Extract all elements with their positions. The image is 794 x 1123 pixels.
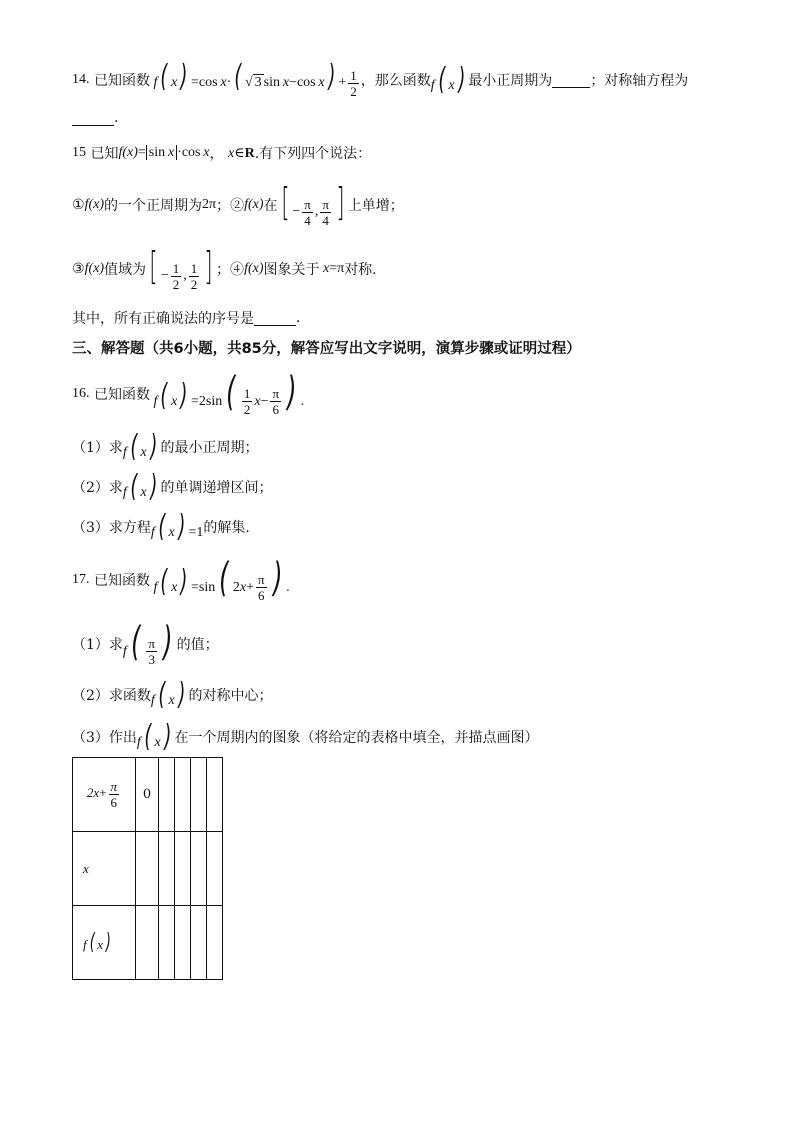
q15-s3b: 值域为 xyxy=(104,262,146,278)
q15-s1c: ；② xyxy=(216,198,245,214)
q15-s3d: 图象关于 xyxy=(263,262,320,278)
q17-p3-text: 在一个周期内的图象（将给定的表格中填全，并描点画图） xyxy=(174,730,539,746)
q14-tail: . xyxy=(114,110,119,126)
q15-statement-1-2 xyxy=(72,182,404,228)
q15-number: 15 xyxy=(72,145,86,160)
table-cell[interactable] xyxy=(191,906,207,980)
table-row-label-fx: f ( x ) xyxy=(73,906,136,980)
q15-s1a: ① xyxy=(72,197,85,213)
q17-p2-fx: f ( x ) xyxy=(150,677,186,712)
table-cell[interactable] xyxy=(136,906,159,980)
q14-blank-axis[interactable] xyxy=(72,111,114,126)
q15-ask-text: 其中，所有正确说法的序号是 xyxy=(72,311,254,327)
table-cell[interactable] xyxy=(175,832,191,906)
q17-p2-text: 的对称中心； xyxy=(188,688,273,704)
q15-s2-interval: [ − $\frac{\pi}{4}$ , $\frac{\pi}{4}$ ] xyxy=(280,180,345,228)
q16-p3-text: 的解集. xyxy=(203,520,250,536)
q16-p1-fx: f ( x ) xyxy=(122,429,158,464)
q15-s2-fx: f(x) xyxy=(244,197,264,212)
q16-text1: 已知函数 xyxy=(93,387,150,403)
table-row xyxy=(73,832,223,906)
q14-text4: ；对称轴方程为 xyxy=(590,73,689,89)
q15-text3: .有下列四个说法： xyxy=(254,146,372,162)
q16-p2-fx: f ( x ) xyxy=(122,469,158,504)
q16-p3-eq: f ( x ) =1 xyxy=(150,509,204,544)
q15-s3-fx: f(x) xyxy=(84,261,104,276)
q15-formula: f(x)= sin x ·cos x xyxy=(118,145,210,160)
q15-s1-period: 2π xyxy=(202,197,217,212)
q17-p3-label: （3）作出 xyxy=(72,730,137,746)
q17-part3 xyxy=(72,719,539,754)
q16-line1 xyxy=(72,368,305,418)
q14-fx: f ( x ) xyxy=(430,62,465,97)
q14-formula: f ( x ) =cos x· ( √ 3 sin x−cos x ) + $\frac{1}{2}$ xyxy=(149,59,357,99)
table-cell[interactable] xyxy=(207,906,223,980)
q16-formula: f ( x ) =2sin ( $\frac{1}{2}$ x− $\frac{\pi}{6}$ ) . xyxy=(149,368,305,418)
q17-number: 17. xyxy=(72,572,90,587)
table-cell[interactable] xyxy=(159,832,175,906)
q15-s4-axis: x=π xyxy=(319,261,345,276)
q14-text3: 最小正周期为 xyxy=(468,73,553,89)
q15-s3a: ③ xyxy=(72,261,85,277)
table-cell[interactable] xyxy=(207,758,223,832)
table-cell[interactable] xyxy=(207,832,223,906)
table-cell[interactable] xyxy=(159,906,175,980)
table-cell[interactable] xyxy=(175,758,191,832)
q17-formula: f ( x ) =sin ( 2x+ $\frac{\pi}{6}$ ) . xyxy=(149,554,290,604)
q16-p2-label: （2）求 xyxy=(72,480,123,496)
q16-p3-label: （3）求方程 xyxy=(72,520,151,536)
q16-part2 xyxy=(72,469,273,504)
table-cell[interactable] xyxy=(136,832,159,906)
q16-p2-text: 的单调递增区间； xyxy=(160,480,273,496)
table-cell[interactable] xyxy=(191,758,207,832)
q17-part1 xyxy=(72,618,219,668)
q15-s1b: 的一个正周期为 xyxy=(104,198,202,214)
q15-s3e: 对称. xyxy=(344,262,377,278)
table-row-label-2x: 2x+ $\frac{\pi}{6}$ xyxy=(73,758,136,832)
q15-ask xyxy=(72,308,300,328)
q17-p3-fx: f ( x ) xyxy=(136,719,172,754)
table-row-label-x: x xyxy=(73,832,136,906)
table-cell[interactable] xyxy=(159,758,175,832)
q17-part2 xyxy=(72,677,273,712)
q17-p1-fx: f ( $\frac{\pi}{3}$ ) xyxy=(122,618,173,668)
q15-s3c: ；④ xyxy=(216,262,245,278)
q16-number: 16. xyxy=(72,386,90,401)
q15-domain: x∈R xyxy=(227,145,255,161)
fill-table xyxy=(72,757,223,980)
q14-blank-period[interactable] xyxy=(552,73,590,88)
q15-text1: 已知 xyxy=(90,146,119,162)
table-cell[interactable]: 0 xyxy=(136,758,159,832)
q15-text2: ， xyxy=(209,146,224,162)
q15-s4-fx: f(x) xyxy=(244,261,264,276)
q15-s1-fx: f(x) xyxy=(84,197,104,212)
q16-part1 xyxy=(72,429,259,464)
q14-line2 xyxy=(72,110,118,126)
q17-p1-text: 的值； xyxy=(176,637,219,653)
table-cell[interactable] xyxy=(191,832,207,906)
q17-p2-label: （2）求函数 xyxy=(72,688,151,704)
section-title: 三、解答题（共6小题，共85分，解答应写出文字说明，演算步骤或证明过程） xyxy=(72,340,581,357)
q14-line1 xyxy=(72,59,689,99)
table-cell[interactable] xyxy=(175,906,191,980)
q16-p1-label: （1）求 xyxy=(72,440,123,456)
q15-ask-tail: . xyxy=(296,310,301,326)
q15-line1 xyxy=(72,142,371,164)
q17-p1-label: （1）求 xyxy=(72,637,123,653)
q14-text2: ，那么函数 xyxy=(360,73,431,89)
table-row xyxy=(73,906,223,980)
q15-s1e: 上单增； xyxy=(347,198,404,214)
q17-line1 xyxy=(72,554,290,604)
q14-number: 14. xyxy=(72,72,90,87)
q15-s1d: 在 xyxy=(263,198,278,214)
q16-p1-text: 的最小正周期； xyxy=(160,440,259,456)
q17-text1: 已知函数 xyxy=(93,573,150,589)
table-row xyxy=(73,758,223,832)
q15-blank[interactable] xyxy=(254,311,296,326)
q15-statement-3-4 xyxy=(72,246,377,292)
q14-text1: 已知函数 xyxy=(93,73,150,89)
q15-s3-range: [ − $\frac{1}{2}$ , $\frac{1}{2}$ ] xyxy=(149,244,213,292)
q16-part3 xyxy=(72,509,250,544)
